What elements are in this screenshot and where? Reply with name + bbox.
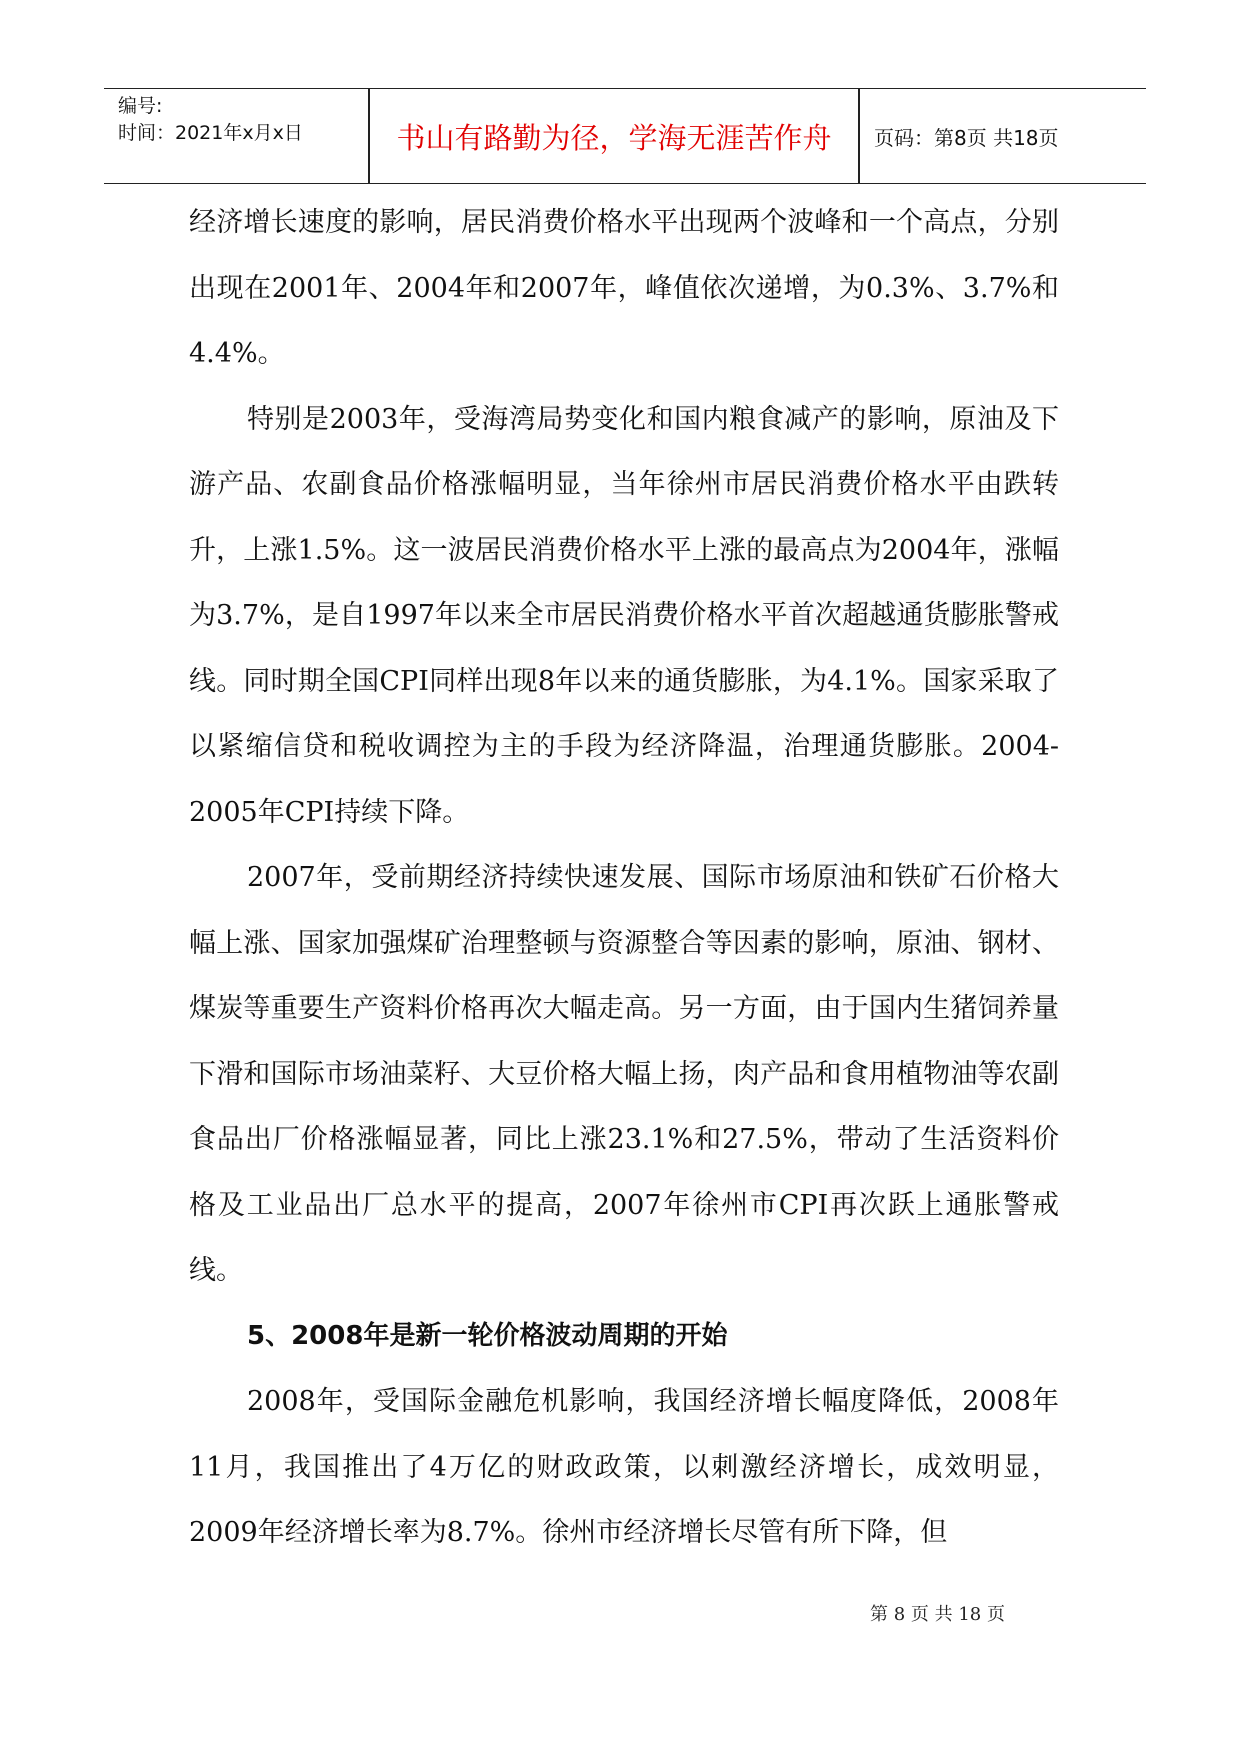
document-number-label: 编号:	[118, 95, 163, 117]
paragraph: 特别是2003年，受海湾局势变化和国内粮食减产的影响，原油及下游产品、农副食品价格涨幅明显，当年徐州市居民消费价格水平由跌转升，上涨1.5%。这一波居民消费价格水平上涨的最高点为2004年，涨幅为3.7%，是自1997年以来全市居民消费价格水平首次超越通货膨胀警戒线。同时期全国CPI同样出现8年以来的通货膨胀，为4.1%。国家采取了以紧缩信贷和税收调控为主的手段为经济降温，治理通货膨胀。2004-2005年CPI持续下降。	[189, 403, 1059, 828]
paragraph: 2008年，受国际金融危机影响，我国经济增长幅度降低，2008年11月，我国推出了4万亿的财政政策，以刺激经济增长，成效明显，2009年经济增长率为8.7%。徐州市经济增长尽管有所下降，但	[189, 1386, 1059, 1548]
header-page-info: 页码：第8页 共18页	[874, 125, 1059, 150]
paragraph: 2007年，受前期经济持续快速发展、国际市场原油和铁矿石价格大幅上涨、国家加强煤矿治理整顿与资源整合等因素的影响，原油、钢材、煤炭等重要生产资料价格再次大幅走高。另一方面，由于国内生猪饲养量下滑和国际市场油菜籽、大豆价格大幅上扬，肉产品和食用植物油等农副食品出厂价格涨幅显著，同比上涨23.1%和27.5%，带动了生活资料价格及工业品出厂总水平的提高，2007年徐州市CPI再次跃上通胀警戒线。	[189, 862, 1059, 1286]
document-time-label: 时间：2021年x月x日	[118, 122, 303, 144]
section-heading: 5、2008年是新一轮价格波动周期的开始	[247, 1320, 728, 1351]
header-meta	[118, 93, 368, 147]
header-divider	[858, 89, 860, 183]
paragraph: 经济增长速度的影响，居民消费价格水平出现两个波峰和一个高点，分别出现在2001年、2004年和2007年，峰值依次递增，为0.3%、3.7%和4.4%。	[189, 207, 1059, 369]
page-footer: 第 8 页 共 18 页	[870, 1604, 1005, 1625]
document-body	[189, 190, 1059, 1566]
header-motto: 书山有路勤为径，学海无涯苦作舟	[396, 120, 832, 155]
page-header	[104, 88, 1146, 184]
